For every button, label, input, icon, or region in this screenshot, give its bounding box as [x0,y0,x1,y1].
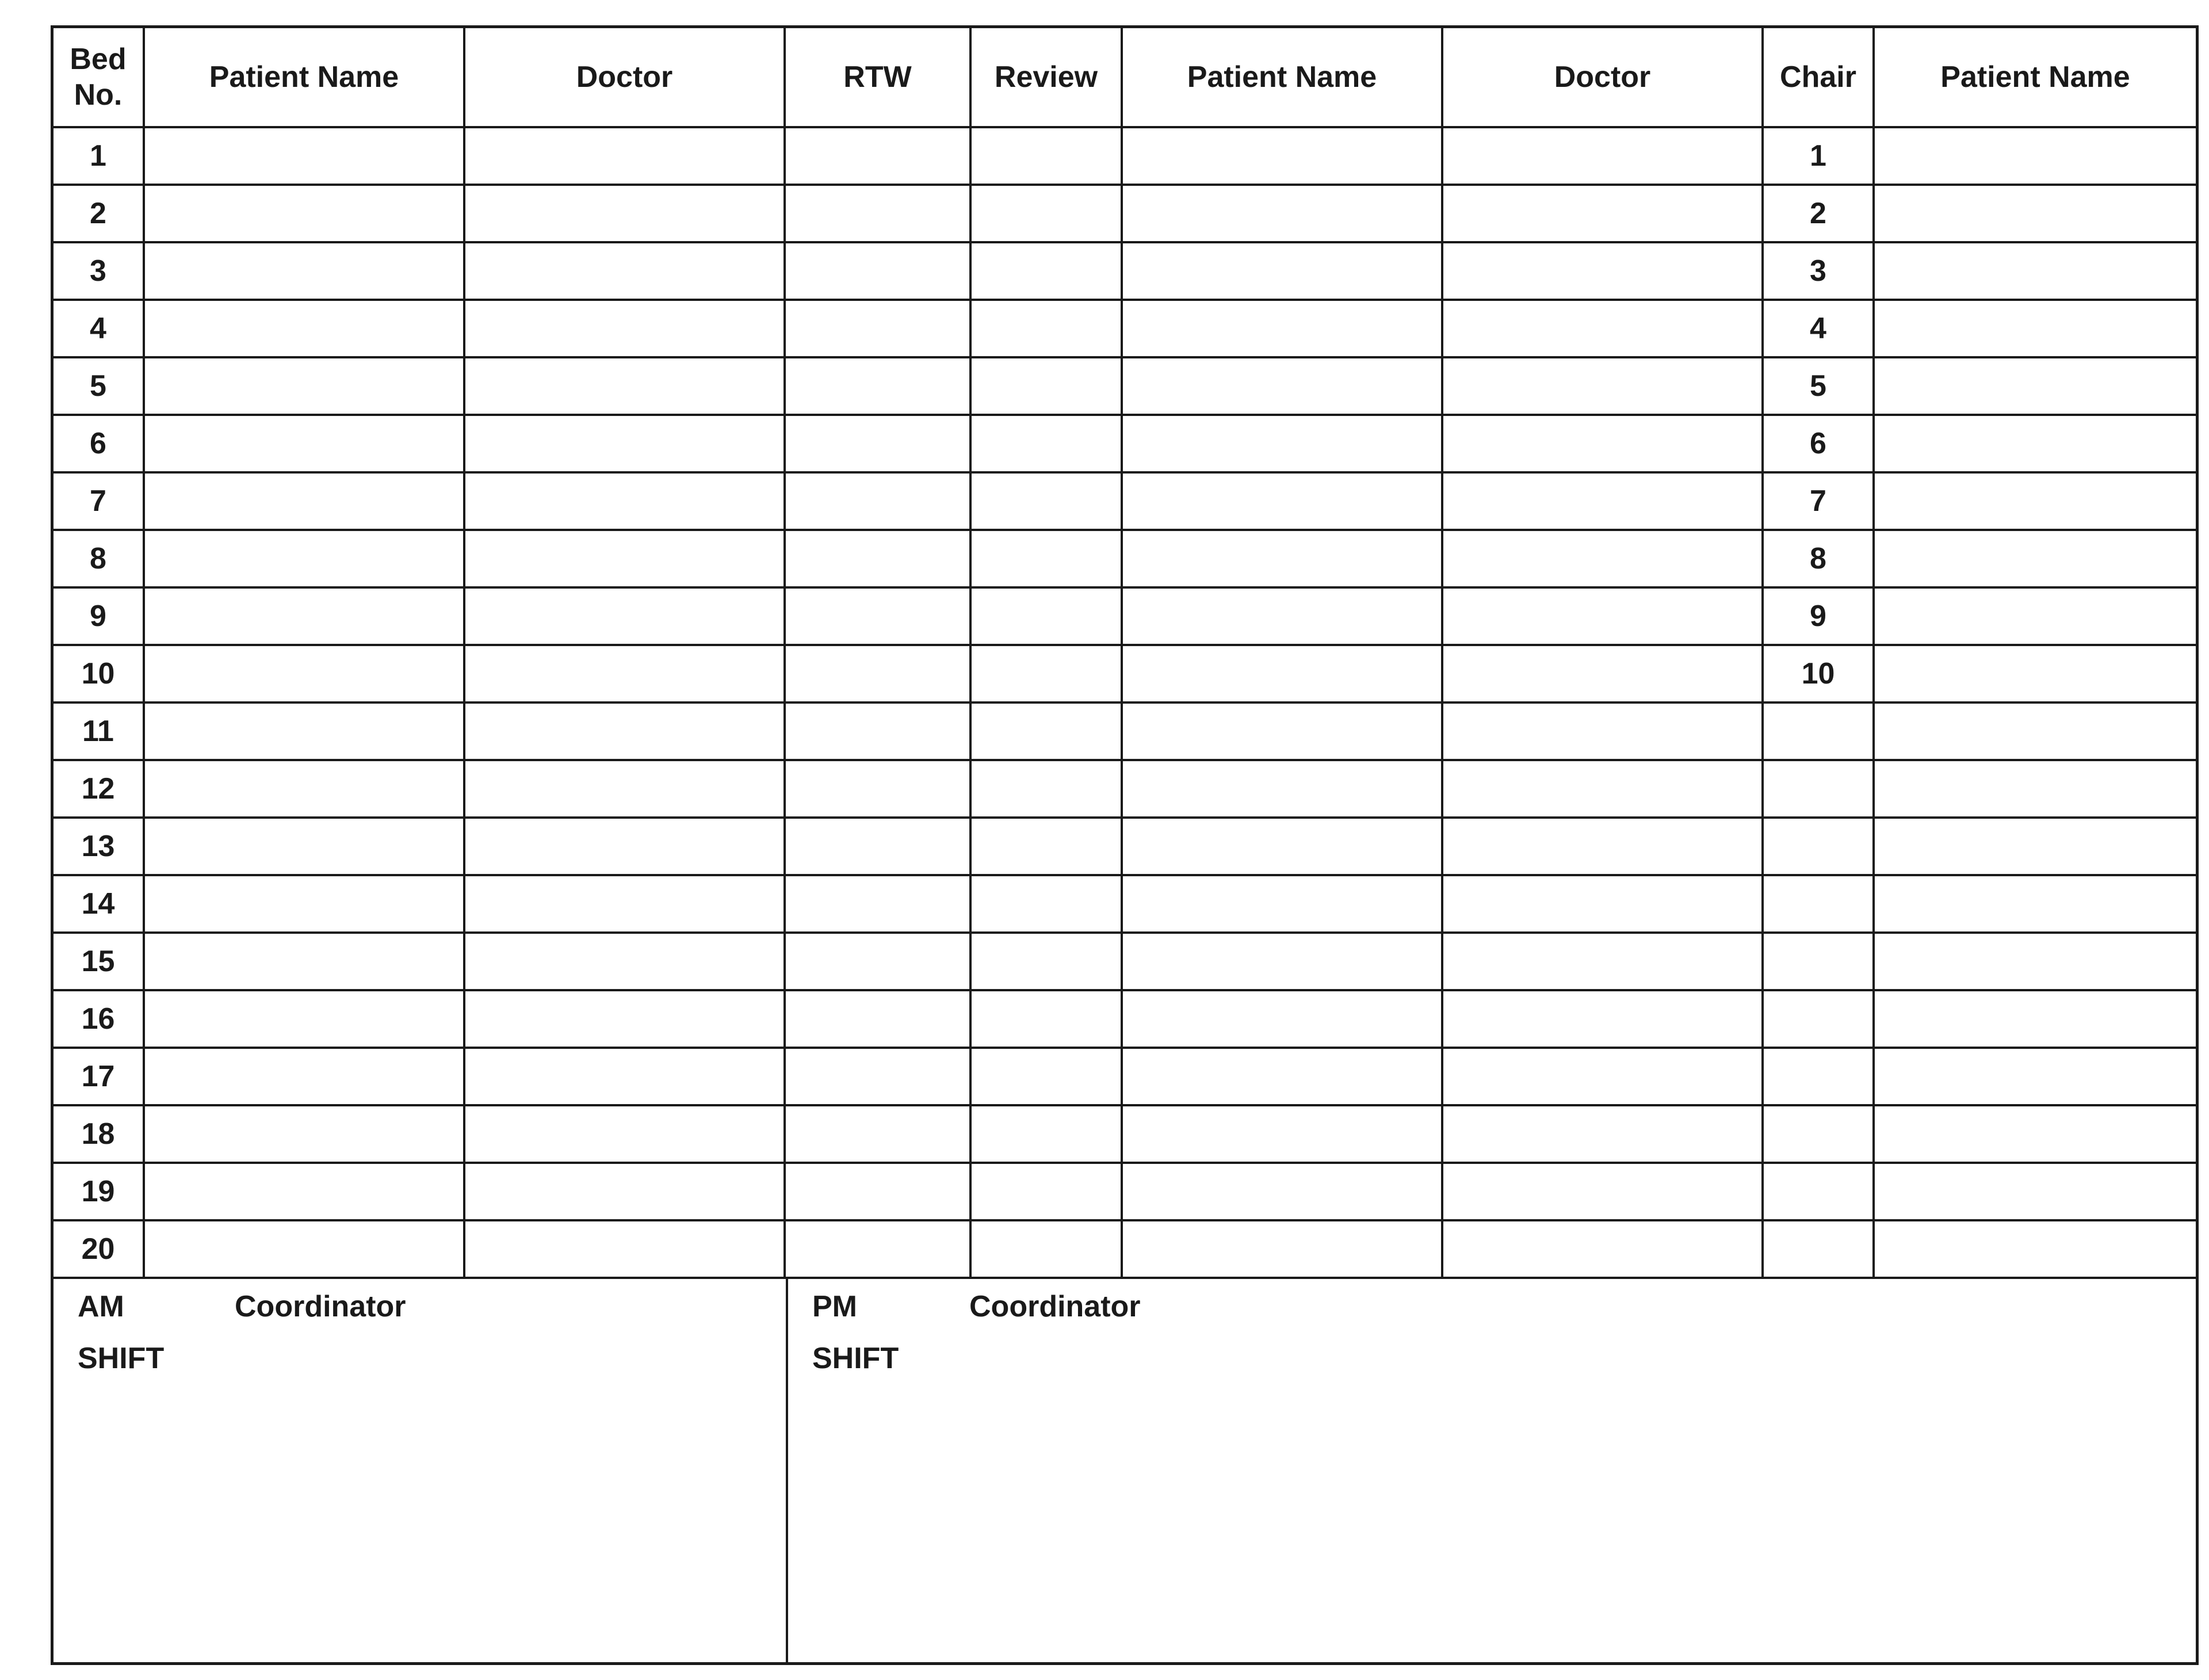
rtw-cell[interactable] [785,933,970,990]
rtw-cell[interactable] [785,875,970,933]
patient-name-2-cell[interactable] [1122,990,1442,1048]
doctor-1-cell[interactable] [464,760,785,818]
table-row [53,1048,2196,1105]
patient-name-2-cell[interactable] [1122,1048,1442,1105]
patient-name-1-cell[interactable] [144,242,464,300]
review-cell[interactable] [970,415,1122,472]
chair-number-cell: 7 [1763,472,1874,530]
review-cell[interactable] [970,587,1122,645]
review-cell[interactable] [970,185,1122,242]
doctor-2-cell[interactable] [1442,1048,1763,1105]
bed-number-cell: 14 [53,875,144,933]
chair-number-cell [1763,1105,1874,1163]
patient-name-2-cell[interactable] [1122,645,1442,702]
doctor-1-cell[interactable] [464,990,785,1048]
review-cell[interactable] [970,530,1122,587]
patient-name-1-cell[interactable] [144,1220,464,1278]
doctor-1-cell[interactable] [464,300,785,357]
patient-name-2-cell[interactable] [1122,242,1442,300]
patient-name-1-cell[interactable] [144,933,464,990]
chair-number-cell: 5 [1763,357,1874,415]
table-row [53,127,2196,185]
patient-name-3-cell[interactable] [1874,875,2196,933]
table-row [53,300,2196,357]
rtw-cell[interactable] [785,530,970,587]
header-review: Review [970,28,1122,127]
doctor-1-cell[interactable] [464,645,785,702]
patient-name-1-cell[interactable] [144,300,464,357]
review-cell[interactable] [970,875,1122,933]
rtw-cell[interactable] [785,818,970,875]
patient-name-2-cell[interactable] [1122,1220,1442,1278]
am-label: AM [78,1290,124,1323]
bed-number-cell: 7 [53,472,144,530]
rtw-cell[interactable] [785,300,970,357]
table-row [53,1105,2196,1163]
review-cell[interactable] [970,1163,1122,1220]
patient-name-2-cell[interactable] [1122,587,1442,645]
am-shift-label: SHIFT [78,1342,165,1375]
rtw-cell[interactable] [785,242,970,300]
bed-number-cell: 17 [53,1048,144,1105]
header-rtw: RTW [785,28,970,127]
rtw-cell[interactable] [785,415,970,472]
patient-name-2-cell[interactable] [1122,933,1442,990]
table-row [53,530,2196,587]
patient-name-2-cell[interactable] [1122,472,1442,530]
patient-name-2-cell[interactable] [1122,530,1442,587]
review-cell[interactable] [970,933,1122,990]
am-shift-panel[interactable] [53,1279,788,1662]
header-doctor-2: Doctor [1442,28,1763,127]
bed-number-cell: 16 [53,990,144,1048]
rtw-cell[interactable] [785,645,970,702]
patient-name-2-cell[interactable] [1122,415,1442,472]
patient-name-1-cell[interactable] [144,587,464,645]
bed-number-cell: 13 [53,818,144,875]
review-cell[interactable] [970,127,1122,185]
doctor-2-cell[interactable] [1442,415,1763,472]
rtw-cell[interactable] [785,127,970,185]
review-cell[interactable] [970,242,1122,300]
patient-name-3-cell[interactable] [1874,530,2196,587]
table-row [53,818,2196,875]
table-row [53,357,2196,415]
am-coordinator-label: Coordinator [235,1290,406,1323]
table-row [53,645,2196,702]
patient-name-3-cell[interactable] [1874,760,2196,818]
patient-name-2-cell[interactable] [1122,1163,1442,1220]
patient-name-2-cell[interactable] [1122,702,1442,760]
rtw-cell[interactable] [785,357,970,415]
table-body [53,127,2196,1278]
doctor-1-cell[interactable] [464,357,785,415]
patient-name-3-cell[interactable] [1874,185,2196,242]
bed-number-cell: 6 [53,415,144,472]
chair-number-cell [1763,875,1874,933]
patient-name-3-cell[interactable] [1874,472,2196,530]
chair-number-cell [1763,760,1874,818]
bed-number-cell: 4 [53,300,144,357]
doctor-1-cell[interactable] [464,933,785,990]
pm-shift-label: SHIFT [812,1342,899,1375]
chair-number-cell: 2 [1763,185,1874,242]
rtw-cell[interactable] [785,1105,970,1163]
doctor-1-cell[interactable] [464,587,785,645]
header-patient-name-3: Patient Name [1874,28,2196,127]
table-row [53,472,2196,530]
patient-name-1-cell[interactable] [144,1048,464,1105]
doctor-1-cell[interactable] [464,702,785,760]
header-row [53,28,2196,127]
doctor-2-cell[interactable] [1442,645,1763,702]
rtw-cell[interactable] [785,1220,970,1278]
patient-name-1-cell[interactable] [144,1163,464,1220]
table-row [53,185,2196,242]
chair-number-cell [1763,1048,1874,1105]
patient-name-2-cell[interactable] [1122,357,1442,415]
review-cell[interactable] [970,702,1122,760]
review-cell[interactable] [970,818,1122,875]
chair-number-cell: 4 [1763,300,1874,357]
patient-name-3-cell[interactable] [1874,1048,2196,1105]
doctor-1-cell[interactable] [464,818,785,875]
patient-name-1-cell[interactable] [144,818,464,875]
patient-name-3-cell[interactable] [1874,1220,2196,1278]
patient-name-1-cell[interactable] [144,645,464,702]
bed-number-cell: 12 [53,760,144,818]
patient-name-1-cell[interactable] [144,760,464,818]
doctor-2-cell[interactable] [1442,127,1763,185]
chair-number-cell [1763,1220,1874,1278]
pm-coordinator-label: Coordinator [969,1290,1141,1323]
patient-name-2-cell[interactable] [1122,300,1442,357]
table-row [53,760,2196,818]
doctor-2-cell[interactable] [1442,1105,1763,1163]
rtw-cell[interactable] [785,587,970,645]
patient-name-1-cell[interactable] [144,127,464,185]
doctor-2-cell[interactable] [1442,185,1763,242]
table-row [53,933,2196,990]
doctor-2-cell[interactable] [1442,300,1763,357]
rtw-cell[interactable] [785,760,970,818]
review-cell[interactable] [970,357,1122,415]
table-row [53,587,2196,645]
table-row [53,990,2196,1048]
chair-number-cell [1763,933,1874,990]
bed-number-cell: 10 [53,645,144,702]
doctor-1-cell[interactable] [464,875,785,933]
rtw-cell[interactable] [785,990,970,1048]
doctor-2-cell[interactable] [1442,875,1763,933]
chair-number-cell: 1 [1763,127,1874,185]
doctor-1-cell[interactable] [464,127,785,185]
chair-number-cell [1763,702,1874,760]
doctor-1-cell[interactable] [464,1220,785,1278]
shift-coordinator-area [53,1277,2196,1662]
table-row [53,702,2196,760]
table-row [53,242,2196,300]
table-row [53,415,2196,472]
patient-name-3-cell[interactable] [1874,702,2196,760]
chair-number-cell: 3 [1763,242,1874,300]
doctor-1-cell[interactable] [464,1105,785,1163]
header-patient-name-1: Patient Name [144,28,464,127]
doctor-1-cell[interactable] [464,530,785,587]
patient-name-1-cell[interactable] [144,415,464,472]
doctor-1-cell[interactable] [464,185,785,242]
header-bed-no [53,28,144,127]
doctor-1-cell[interactable] [464,415,785,472]
doctor-2-cell[interactable] [1442,472,1763,530]
table-row [53,875,2196,933]
bed-number-cell: 15 [53,933,144,990]
chair-number-cell [1763,990,1874,1048]
patient-name-2-cell[interactable] [1122,1105,1442,1163]
review-cell[interactable] [970,990,1122,1048]
patient-name-3-cell[interactable] [1874,1105,2196,1163]
chair-number-cell: 8 [1763,530,1874,587]
doctor-2-cell[interactable] [1442,818,1763,875]
chair-number-cell: 10 [1763,645,1874,702]
patient-name-3-cell[interactable] [1874,818,2196,875]
review-cell[interactable] [970,645,1122,702]
doctor-2-cell[interactable] [1442,530,1763,587]
doctor-2-cell[interactable] [1442,1163,1763,1220]
doctor-2-cell[interactable] [1442,990,1763,1048]
doctor-2-cell[interactable] [1442,242,1763,300]
patient-name-3-cell[interactable] [1874,300,2196,357]
patient-name-3-cell[interactable] [1874,242,2196,300]
review-cell[interactable] [970,1048,1122,1105]
bed-number-cell: 19 [53,1163,144,1220]
patient-name-1-cell[interactable] [144,1105,464,1163]
rtw-cell[interactable] [785,1048,970,1105]
chair-number-cell [1763,1163,1874,1220]
bed-board-form [51,25,2199,1665]
review-cell[interactable] [970,760,1122,818]
patient-name-1-cell[interactable] [144,990,464,1048]
patient-name-1-cell[interactable] [144,185,464,242]
patient-name-3-cell[interactable] [1874,127,2196,185]
review-cell[interactable] [970,1105,1122,1163]
header-bed-no-label: Bed No. [70,43,127,112]
table-row [53,1163,2196,1220]
pm-shift-panel[interactable] [788,1279,2196,1662]
patient-name-3-cell[interactable] [1874,587,2196,645]
pm-label: PM [812,1290,857,1323]
patient-name-3-cell[interactable] [1874,415,2196,472]
patient-name-3-cell[interactable] [1874,357,2196,415]
patient-name-1-cell[interactable] [144,702,464,760]
review-cell[interactable] [970,300,1122,357]
patient-name-3-cell[interactable] [1874,990,2196,1048]
doctor-2-cell[interactable] [1442,587,1763,645]
patient-name-3-cell[interactable] [1874,1163,2196,1220]
header-chair: Chair [1763,28,1874,127]
doctor-1-cell[interactable] [464,1048,785,1105]
chair-number-cell: 9 [1763,587,1874,645]
rtw-cell[interactable] [785,185,970,242]
bed-number-cell: 1 [53,127,144,185]
patient-name-2-cell[interactable] [1122,760,1442,818]
doctor-1-cell[interactable] [464,472,785,530]
patient-name-1-cell[interactable] [144,530,464,587]
bed-number-cell: 8 [53,530,144,587]
bed-number-cell: 11 [53,702,144,760]
doctor-2-cell[interactable] [1442,760,1763,818]
rtw-cell[interactable] [785,702,970,760]
review-cell[interactable] [970,472,1122,530]
patient-name-1-cell[interactable] [144,357,464,415]
header-doctor-1: Doctor [464,28,785,127]
doctor-2-cell[interactable] [1442,1220,1763,1278]
patient-name-3-cell[interactable] [1874,645,2196,702]
patient-name-3-cell[interactable] [1874,933,2196,990]
bed-number-cell: 20 [53,1220,144,1278]
patient-name-1-cell[interactable] [144,472,464,530]
doctor-1-cell[interactable] [464,1163,785,1220]
chair-number-cell: 6 [1763,415,1874,472]
rtw-cell[interactable] [785,472,970,530]
review-cell[interactable] [970,1220,1122,1278]
doctor-1-cell[interactable] [464,242,785,300]
patient-name-2-cell[interactable] [1122,875,1442,933]
table-row [53,1220,2196,1278]
bed-number-cell: 3 [53,242,144,300]
bed-number-cell: 5 [53,357,144,415]
bed-allocation-table [53,28,2196,1279]
patient-name-2-cell[interactable] [1122,127,1442,185]
patient-name-1-cell[interactable] [144,875,464,933]
bed-number-cell: 9 [53,587,144,645]
bed-number-cell: 2 [53,185,144,242]
chair-number-cell [1763,818,1874,875]
doctor-2-cell[interactable] [1442,933,1763,990]
doctor-2-cell[interactable] [1442,357,1763,415]
patient-name-2-cell[interactable] [1122,818,1442,875]
rtw-cell[interactable] [785,1163,970,1220]
bed-number-cell: 18 [53,1105,144,1163]
header-patient-name-2: Patient Name [1122,28,1442,127]
doctor-2-cell[interactable] [1442,702,1763,760]
patient-name-2-cell[interactable] [1122,185,1442,242]
